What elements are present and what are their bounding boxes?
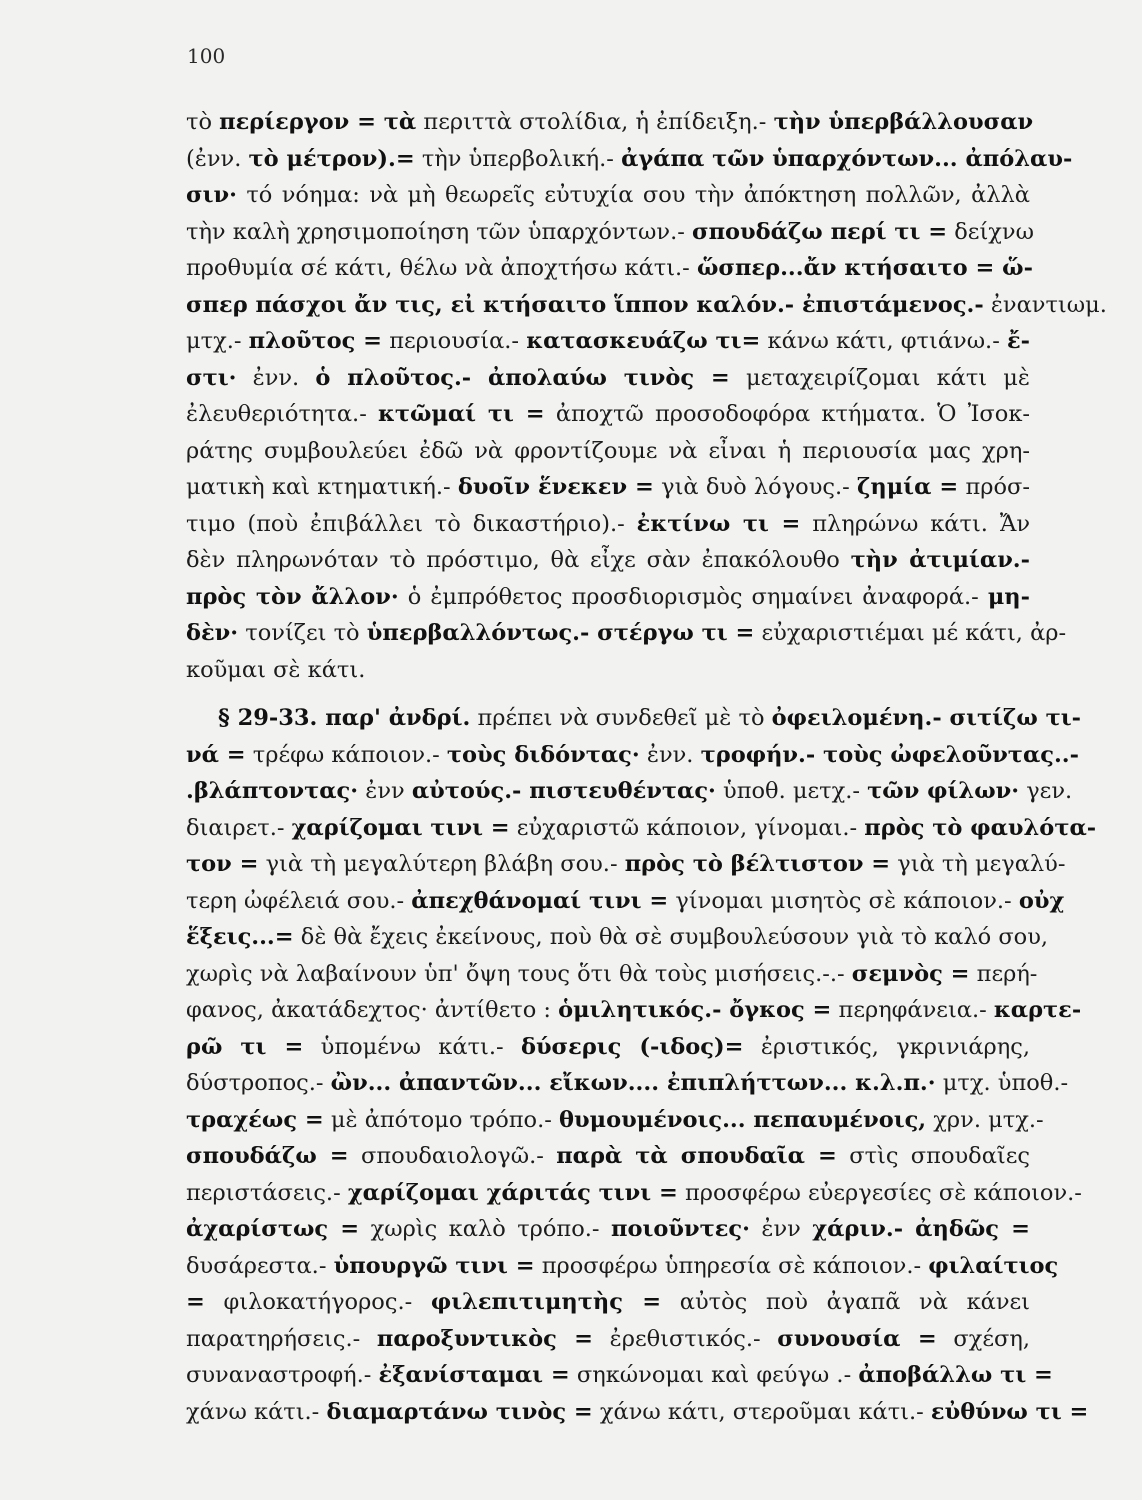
headword: ὑπουργῶ τινι =	[333, 1252, 535, 1279]
headword: θυμουμένοις... πεπαυμένοις,	[559, 1106, 927, 1133]
headword: τῶν φίλων·	[867, 778, 1020, 804]
headword: δυοῖν ἕνεκεν =	[457, 474, 654, 500]
text-line: ματικὴ καὶ κτηματική.- δυοῖν ἕνεκεν = γιὰ δυὸ λόγους.- ζημία = πρόσ-	[186, 474, 1030, 500]
headword: πρὸς τὸ φαυλότα-	[864, 814, 1097, 841]
headword: ἐκτίνω τι =	[636, 510, 801, 537]
headword: τὴν ὑπερβάλλουσαν	[773, 109, 1034, 135]
text-line: τὴν καλὴ χρησιμοποίηση τῶν ὑπαρχόντων.- σπουδάζω περί τι = δείχνω	[186, 218, 1034, 245]
text-line: συναναστροφή.- ἐξανίσταμαι = σηκώνομαι καὶ φεύγω .- ἀποβάλλω τι =	[186, 1362, 1053, 1388]
headword: οὐχ	[1018, 887, 1065, 914]
text-line: διαιρετ.- χαρίζομαι τινι = εὐχαριστῶ κάποιον, γίνομαι.- πρὸς τὸ φαυλότα-	[186, 814, 1097, 841]
text-line: ἀχαρίστως = χωρὶς καλὸ τρόπο.- ποιοῦντες· ἐνν χάριν.- ἀηδῶς =	[186, 1216, 1030, 1242]
headword: μη-	[987, 583, 1030, 610]
text-line: περιστάσεις.- χαρίζομαι χάριτάς τινι = προσφέρω εὐεργεσίες σὲ κάποιον.-	[186, 1179, 1082, 1206]
headword: κατασκευάζω τι=	[526, 328, 761, 354]
headword: φιλαίτιος	[928, 1252, 1059, 1279]
headword: τον =	[186, 851, 259, 877]
text-line: ἕξεις...= δὲ θὰ ἔχεις ἐκείνους, ποὺ θὰ σὲ συμβουλεύσουν γιὰ τὸ καλό σου,	[186, 924, 1049, 950]
text-line: § 29-33. παρ' ἀνδρί. πρέπει νὰ συνδεθεῖ μὲ τὸ ὀφειλομένη.- σιτίζω τι-	[218, 705, 1081, 731]
headword: ποιοῦντες·	[610, 1216, 750, 1242]
headword: ὑπερβαλλόντως.- στέργω τι =	[366, 620, 755, 646]
headword: πρὸς τὸ βέλτιστον =	[624, 851, 891, 877]
text-line: σπερ πάσχοι ἄν τις, εἰ κτήσαιτο ἵππον καλόν.- ἐπιστάμενος.- ἐναντιωμ.	[186, 291, 1107, 318]
headword: τοὺς διδόντας·	[446, 741, 640, 768]
headword: στι·	[186, 364, 237, 391]
text-line: δὲν πληρωνόταν τὸ πρόστιμο, θὰ εἶχε σὰν ἐπακόλουθο τὴν ἀτιμίαν.-	[186, 547, 1030, 573]
headword: σιν·	[186, 182, 237, 208]
text-line: δυσάρεστα.- ὑπουργῶ τινι = προσφέρω ὑπηρεσία σὲ κάποιον.- φιλαίτιος	[186, 1252, 1059, 1279]
paragraph-2	[186, 700, 1097, 1430]
headword: παρὰ τὰ σπουδαῖα =	[556, 1143, 837, 1169]
headword: ἕξεις...=	[186, 924, 294, 950]
paragraph-1	[186, 104, 1107, 688]
headword: παροξυντικὸς =	[376, 1325, 594, 1352]
text-line: χάνω κάτι.- διαμαρτάνω τινὸς = χάνω κάτι, στεροῦμαι κάτι.- εὐθύνω τι =	[186, 1398, 1089, 1425]
headword: συνουσία =	[777, 1325, 937, 1352]
text-line: ἐλευθεριότητα.- κτῶμαί τι = ἀποχτῶ προσοδοφόρα κτήματα. Ὁ Ἰσοκ-	[186, 401, 1030, 427]
headword: τὸ μέτρον).=	[248, 145, 415, 172]
text-line: στι· ἐνν. ὁ πλοῦτος.- ἀπολαύω τινὸς = μεταχειρίζομαι κάτι μὲ	[186, 364, 1030, 391]
headword: κτῶμαί τι =	[377, 401, 545, 427]
commentary-text	[186, 104, 1107, 1430]
text-line: χωρὶς νὰ λαβαίνουν ὑπ' ὄψη τους ὅτι θὰ τοὺς μισήσεις.-.- σεμνὸς = περή-	[186, 960, 1038, 987]
text-line: τραχέως = μὲ ἀπότομο τρόπο.- θυμουμένοις... πεπαυμένοις, χρν. μτχ.-	[186, 1106, 1044, 1133]
text-line: τερη ὠφέλειά σου.- ἀπεχθάνομαί τινι = γίνομαι μισητὸς σὲ κάποιον.- οὐχ	[186, 887, 1065, 914]
headword: σπουδάζω περί τι =	[691, 218, 948, 245]
headword: τὴν ἀτιμίαν.-	[850, 547, 1030, 573]
headword: πλοῦτος =	[248, 328, 383, 354]
text-line: δύστροπος.- ὢν... ἀπαντῶν... εἴκων.... ἐπιπλήττων... κ.λ.π.· μτχ. ὑποθ.-	[186, 1070, 1069, 1096]
headword: χαρίζομαι τινι =	[291, 814, 510, 841]
text-line: κοῦμαι σὲ κάτι.	[186, 656, 366, 683]
headword: δὲν·	[186, 620, 239, 646]
headword: ἔ-	[1006, 328, 1030, 354]
text-line: σπουδάζω = σπουδαιολογῶ.- παρὰ τὰ σπουδαῖα = στὶς σπουδαῖες	[186, 1143, 1030, 1169]
text-line: ρῶ τι = ὑπομένω κάτι.- δύσερις (-ιδος)= ἐριστικός, γκρινιάρης,	[186, 1033, 1030, 1060]
headword: ρῶ τι =	[186, 1033, 304, 1060]
text-line: (ἐνν. τὸ μέτρον).= τὴν ὑπερβολική.- ἀγάπα τῶν ὑπαρχόντων... ἀπόλαυ-	[186, 145, 1073, 172]
text-line: πρὸς τὸν ἄλλον· ὁ ἐμπρόθετος προσδιορισμὸς σημαίνει ἀναφορά.- μη-	[186, 583, 1030, 610]
headword: σπερ πάσχοι ἄν τις, εἰ κτήσαιτο ἵππον καλόν.- ἐπιστάμενος.-	[186, 291, 984, 318]
headword: διαμαρτάνω τινὸς =	[326, 1398, 593, 1425]
text-line: τὸ περίεργον = τὰ περιττὰ στολίδια, ἡ ἐπίδειξη.- τὴν ὑπερβάλλουσαν	[186, 109, 1034, 135]
headword: πρὸς τὸν ἄλλον·	[186, 583, 399, 610]
headword: καρτε-	[993, 997, 1082, 1023]
headword: =	[186, 1289, 205, 1315]
headword: ἀπεχθάνομαί τινι =	[411, 887, 669, 914]
headword: σεμνὸς =	[851, 960, 970, 987]
text-line: = φιλοκατήγορος.- φιλεπιτιμητὴς = αὐτὸς ποὺ ἀγαπᾶ νὰ κάνει	[186, 1289, 1030, 1315]
headword: χαρίζομαι χάριτάς τινι =	[347, 1179, 678, 1206]
text-line: προθυμία σέ κάτι, θέλω νὰ ἀποχτήσω κάτι.- ὥσπερ...ἄν κτήσαιτο = ὥ-	[186, 255, 1033, 281]
headword: ἐξανίσταμαι =	[378, 1362, 570, 1388]
headword: ὁ πλοῦτος.- ἀπολαύω τινὸς =	[315, 364, 730, 391]
text-line: νά = τρέφω κάποιον.- τοὺς διδόντας· ἐνν. τροφήν.- τοὺς ὠφελοῦντας..-	[186, 741, 1079, 768]
text-line: τιμο (ποὺ ἐπιβάλλει τὸ δικαστήριο).- ἐκτίνω τι = πληρώνω κάτι. Ἄν	[186, 510, 1031, 537]
paragraph-gap	[186, 688, 1030, 700]
text-line: σιν· τό νόημα: νὰ μὴ θεωρεῖς εὐτυχία σου τὴν ἀπόκτηση πολλῶν, ἀλλὰ	[186, 182, 1030, 208]
headword: νά =	[186, 741, 246, 768]
headword: ζημία =	[857, 474, 959, 500]
headword: ἀποβάλλω τι =	[858, 1362, 1053, 1388]
headword: ὀφειλομένη.- σιτίζω τι-	[771, 705, 1081, 731]
headword: χάριν.- ἀηδῶς =	[812, 1216, 1030, 1242]
headword: ἀχαρίστως =	[186, 1216, 360, 1242]
page-number: 100	[187, 44, 226, 68]
text-line: φανος, ἀκατάδεχτος· ἀντίθετο : ὁμιλητικός.- ὄγκος = περηφάνεια.- καρτε-	[186, 997, 1082, 1023]
headword: περίεργον = τὰ	[219, 109, 417, 135]
headword: τραχέως =	[186, 1106, 324, 1133]
headword: .βλάπτοντας·	[186, 778, 359, 804]
headword: ὥσπερ...ἄν κτήσαιτο = ὥ-	[696, 255, 1033, 281]
headword: δύσερις (-ιδος)=	[520, 1033, 744, 1060]
headword: τροφήν.- τοὺς ὠφελοῦντας..-	[700, 741, 1079, 768]
headword: εὐθύνω τι =	[930, 1398, 1089, 1425]
headword: ὁμιλητικός.- ὄγκος =	[558, 997, 832, 1023]
text-line: τον = γιὰ τὴ μεγαλύτερη βλάβη σου.- πρὸς τὸ βέλτιστον = γιὰ τὴ μεγαλύ-	[186, 851, 1066, 877]
text-line: ράτης συμβουλεύει ἐδῶ νὰ φροντίζουμε νὰ εἶναι ἡ περιουσία μας χρη-	[186, 437, 1030, 464]
headword: σπουδάζω =	[186, 1143, 349, 1169]
text-line: μτχ.- πλοῦτος = περιουσία.- κατασκευάζω τι= κάνω κάτι, φτιάνω.- ἔ-	[186, 328, 1030, 354]
headword: φιλεπιτιμητὴς =	[430, 1289, 662, 1315]
headword: § 29-33. παρ' ἀνδρί.	[218, 705, 471, 731]
text-line: δὲν· τονίζει τὸ ὑπερβαλλόντως.- στέργω τι = εὐχαριστιέμαι μέ κάτι, ἀρ-	[186, 620, 1067, 646]
headword: ὢν... ἀπαντῶν... εἴκων.... ἐπιπλήττων... κ.λ.π.·	[330, 1070, 936, 1096]
headword: αὐτούς.- πιστευθέντας·	[411, 778, 716, 804]
text-line: παρατηρήσεις.- παροξυντικὸς = ἐρεθιστικός.- συνουσία = σχέση,	[186, 1325, 1030, 1352]
headword: ἀγάπα τῶν ὑπαρχόντων... ἀπόλαυ-	[621, 145, 1073, 172]
text-line: .βλάπτοντας· ἐνν αὐτούς.- πιστευθέντας· ὑποθ. μετχ.- τῶν φίλων· γεν.	[186, 778, 1073, 804]
